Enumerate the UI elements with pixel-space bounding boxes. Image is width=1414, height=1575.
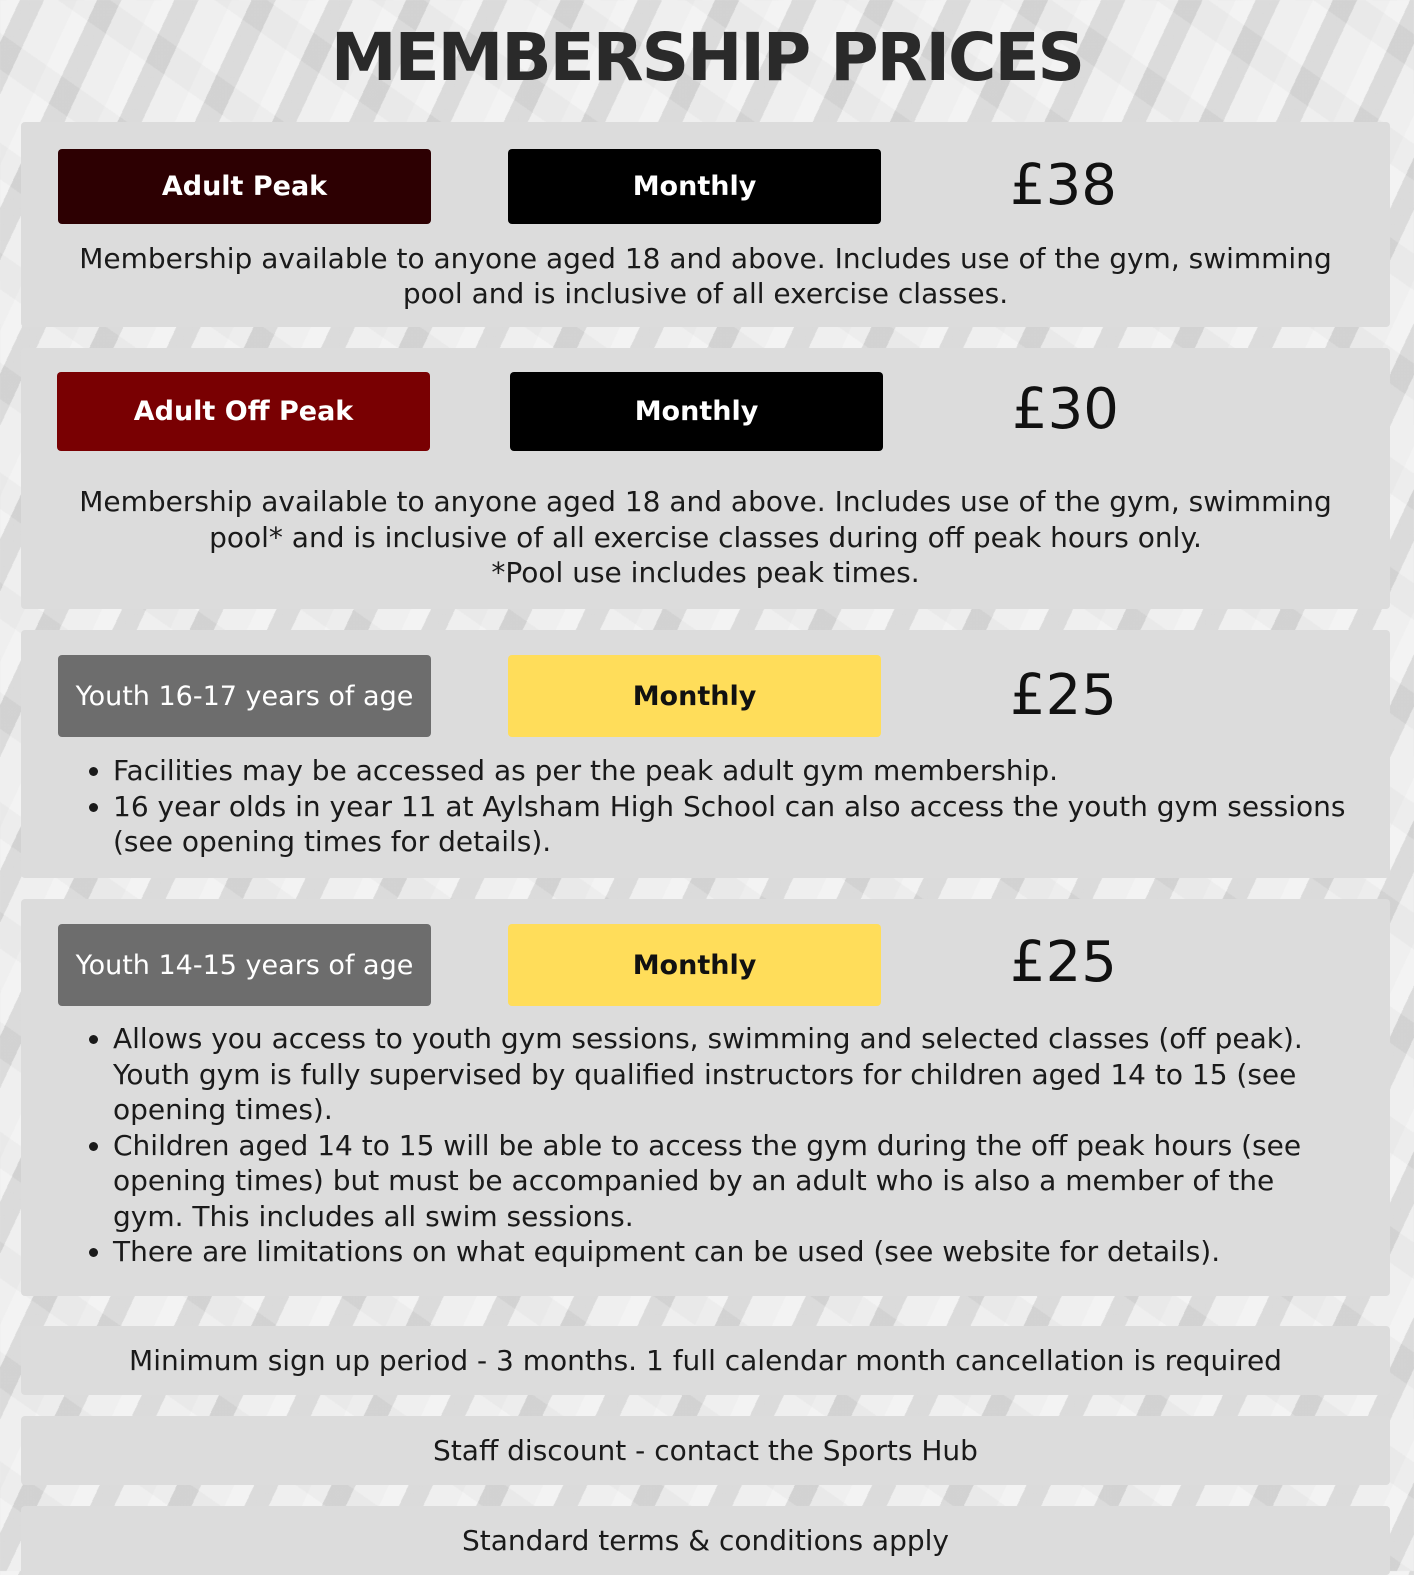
plan-name-badge: Youth 14-15 years of age: [58, 924, 431, 1006]
plan-price: £25: [1010, 930, 1117, 995]
plan-price: £30: [1012, 377, 1119, 442]
plan-period-badge: Monthly: [510, 372, 883, 451]
page-title: MEMBERSHIP PRICES: [330, 19, 1084, 96]
plan-name-badge: Adult Off Peak: [57, 372, 430, 451]
plan-price: £25: [1010, 663, 1117, 728]
list-item: • Facilities may be accessed as per the peak adult gym membership.: [113, 753, 1403, 789]
plan-description-line: pool* and is inclusive of all exercise classes during off peak hours only.: [209, 521, 1202, 554]
plan-description-line: Membership available to anyone aged 18 and above. Includes use of the gym, swimming: [79, 485, 1332, 518]
plan-name-badge: Adult Peak: [58, 149, 431, 224]
plan-period-badge: Monthly: [508, 149, 881, 224]
list-item: • 16 year olds in year 11 at Aylsham High School can also access the youth gym sessions (see opening times for details).: [113, 789, 1403, 860]
plan-benefits-list: [67, 1021, 1343, 1270]
plan-price: £38: [1010, 153, 1117, 218]
minimum-period-note: Minimum sign up period - 3 months. 1 full calendar month cancellation is required: [21, 1326, 1390, 1395]
plan-card-youth-14-15: [21, 899, 1390, 1296]
plan-description: Membership available to anyone aged 18 and above. Includes use of the gym, swimming pool and is inclusive of all exercise classes.: [79, 242, 1332, 310]
plan-card-youth-16-17: [21, 630, 1390, 878]
terms-note: Standard terms & conditions apply: [21, 1506, 1390, 1575]
plan-card-adult-peak: [21, 122, 1390, 327]
plan-period-badge: Monthly: [508, 655, 881, 737]
plan-name-badge: Youth 16-17 years of age: [58, 655, 431, 737]
plan-description-line: *Pool use includes peak times.: [491, 556, 920, 589]
list-item: • There are limitations on what equipment can be used (see website for details).: [113, 1234, 1343, 1270]
list-item: • Children aged 14 to 15 will be able to access the gym during the off peak hours (see opening times) but must be accompanied by an adult who is also a member of the gym. This includes all swim sessions.: [113, 1128, 1343, 1235]
plan-period-badge: Monthly: [508, 924, 881, 1006]
plan-benefits-list: [67, 753, 1403, 860]
staff-discount-note: Staff discount - contact the Sports Hub: [21, 1416, 1390, 1485]
plan-card-adult-off-peak: [21, 348, 1390, 609]
list-item: • Allows you access to youth gym sessions, swimming and selected classes (off peak). Youth gym is fully supervised by qualified instructors for children aged 14 to 15 (see opening times).: [113, 1021, 1343, 1128]
